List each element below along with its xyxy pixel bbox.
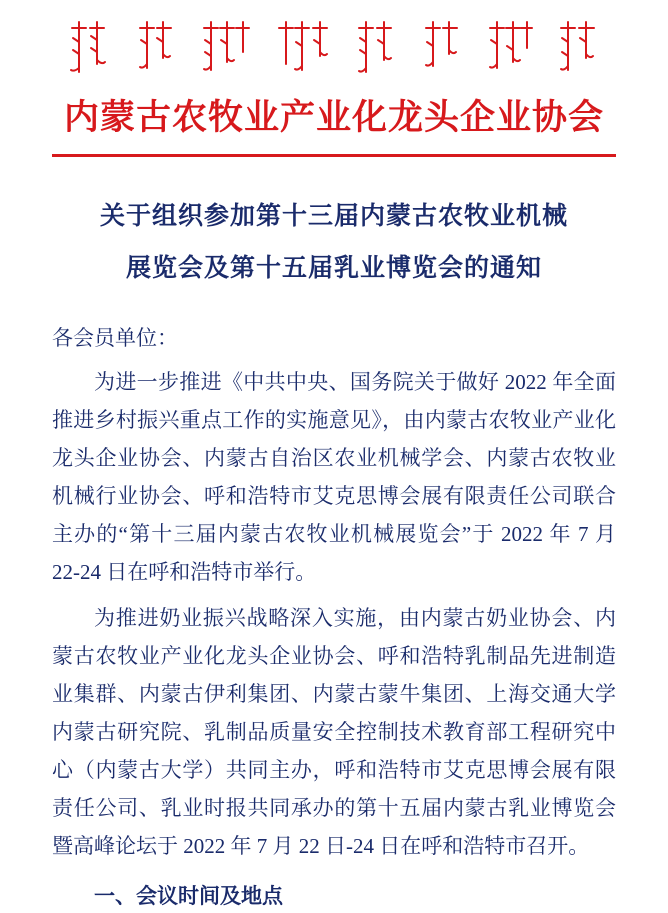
paragraph-2: 为推进奶业振兴战略深入实施，由内蒙古奶业协会、内蒙古农牧业产业化龙头企业协会、呼和浩特乳制品先进制造业集群、内蒙古伊利集团、内蒙古蒙牛集团、上海交通大学内蒙古研究院、乳制品质量安全控制技术教育部工程研究中心（内蒙古大学）共同主办，呼和浩特市艾克思博会展有限责任公司、乳业时报共同承办的第十五届内蒙古乳业博览会暨高峰论坛于 2022 年 7 月 22 日-24 日在呼和浩特市召开。 <box>52 606 616 858</box>
organization-title: 内蒙古农牧业产业化龙头企业协会 <box>63 98 604 137</box>
document-title-line-1: 关于组织参加第十三届内蒙古农牧业机械 <box>99 203 568 230</box>
section-heading-1: 一、会议时间及地点 <box>94 884 283 908</box>
mongolian-word-4 <box>274 18 330 76</box>
mongolian-script-header <box>52 18 616 80</box>
mongolian-word-3 <box>199 18 251 76</box>
mongolian-word-8 <box>556 18 602 76</box>
paragraph-1: 为进一步推进《中共中央、国务院关于做好 2022 年全面推进乡村振兴重点工作的实施意见》，由内蒙古农牧业产业化龙头企业协会、内蒙古自治区农业机械学会、内蒙古农牧业机械行业协会、呼和浩特市艾克思博会展有限责任公司联合主办的“第十三届内蒙古农牧业机械展览会”于 2022 年 7 月 22-24 日在呼和浩特市举行。 <box>52 370 616 584</box>
mongolian-word-5 <box>354 18 398 76</box>
mongolian-word-1 <box>66 18 112 76</box>
salutation: 各会员单位： <box>52 326 178 350</box>
mongolian-word-2 <box>135 18 175 76</box>
mongolian-word-6 <box>421 18 461 76</box>
letterhead-divider <box>52 154 616 157</box>
document-title-line-2: 展览会及第十五届乳业博览会的通知 <box>125 255 542 282</box>
document-title <box>52 191 616 295</box>
letterhead <box>52 0 616 157</box>
mongolian-word-7 <box>485 18 533 76</box>
